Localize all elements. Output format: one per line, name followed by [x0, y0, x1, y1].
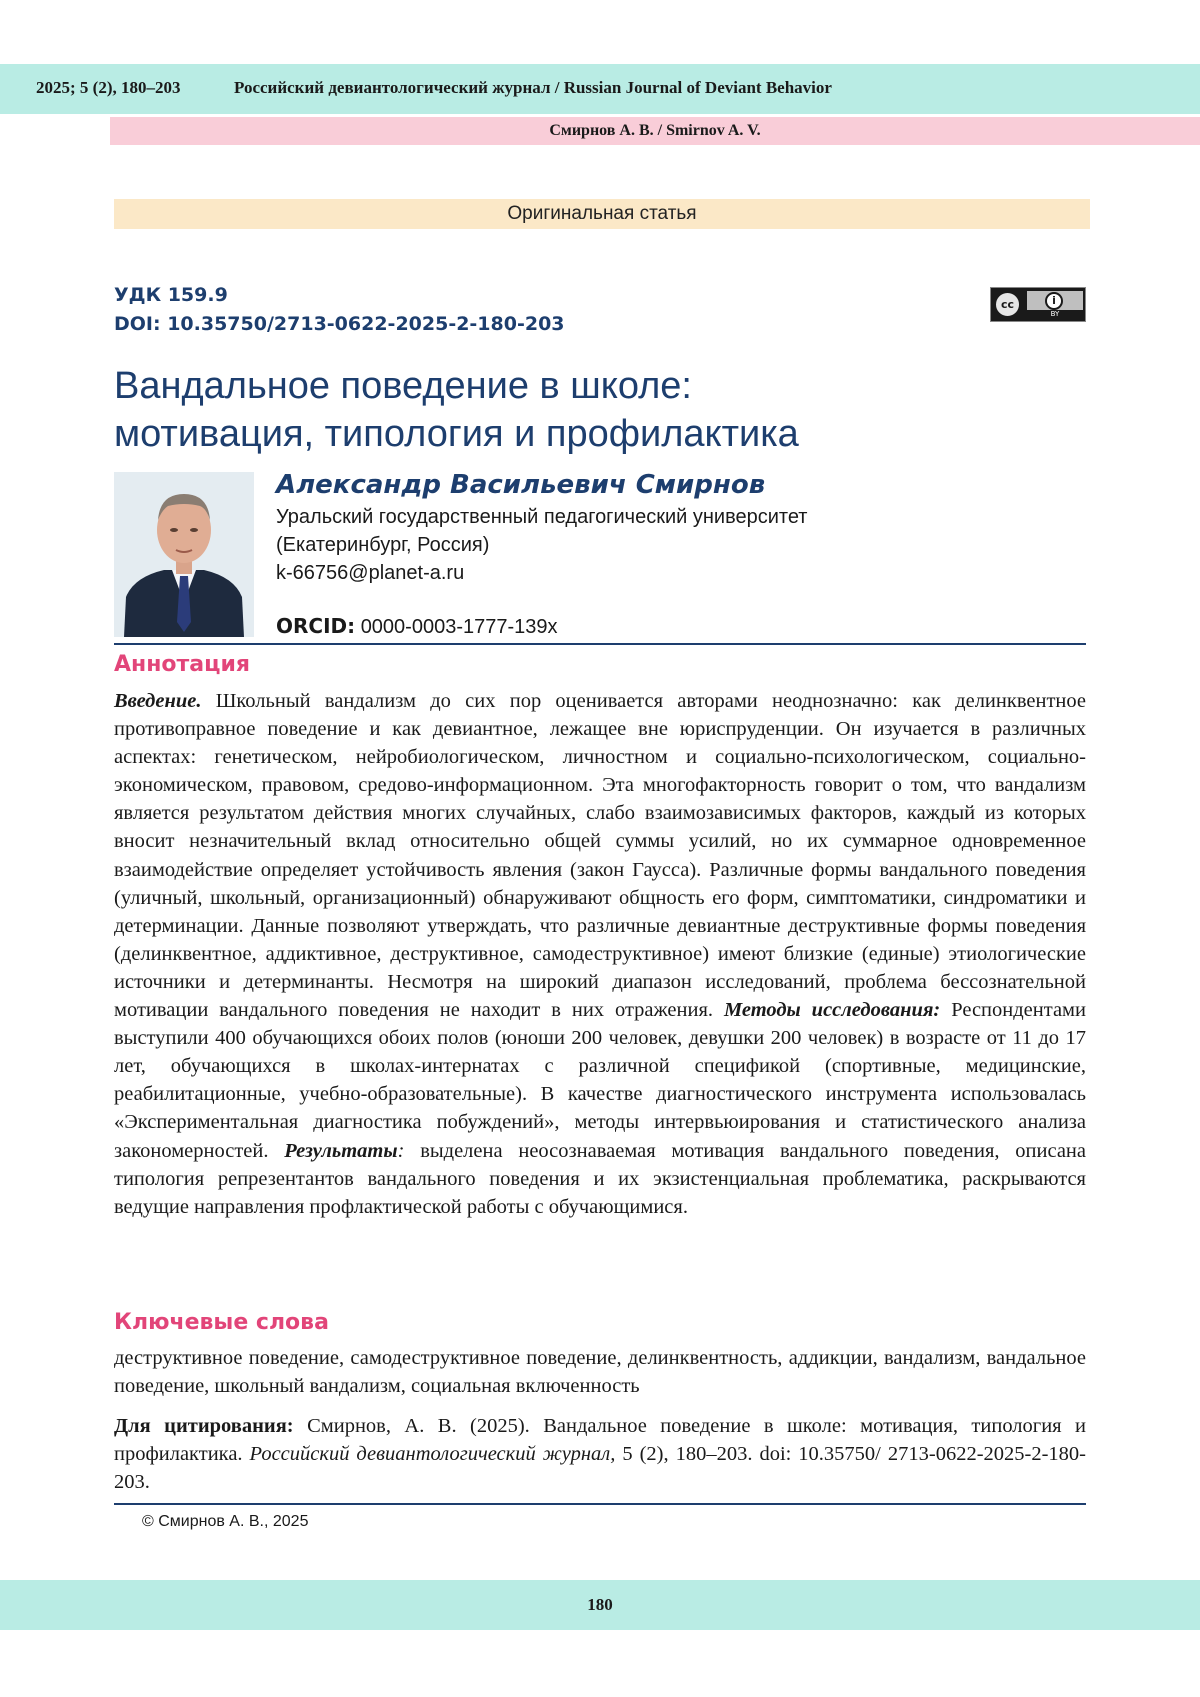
article-title — [114, 362, 1064, 458]
abstract-heading: Аннотация — [114, 652, 250, 677]
citation-journal: Российский девиантологический журнал, — [249, 1443, 616, 1466]
title-line-2: мотивация, типология и профилактика — [114, 413, 799, 455]
divider-footer — [114, 1503, 1086, 1505]
results-text: выделена неосознаваемая мотивация вандального поведения, описана типология репрезентантов вандального поведения и их экзистенциальная проблематика, раскрываются ведущие направления профлактической работы с обучающимися. — [114, 1139, 1087, 1218]
keywords-list: деструктивное поведение, самодеструктивное поведение, делинквентность, аддикции, вандализм, вандальное поведение, школьный вандализм, социальная включенность — [114, 1347, 1086, 1398]
orcid-value[interactable]: 0000-0003-1777-139x — [360, 616, 558, 638]
keywords-heading: Ключевые слова — [114, 1310, 329, 1335]
udc-code: УДК 159.9 — [114, 284, 228, 306]
running-authors: Смирнов А. В. / Smirnov A. V. — [110, 117, 1200, 145]
cc-icon: cc — [994, 291, 1021, 318]
citation — [114, 1412, 1086, 1496]
citation-details: 5 (2), 180–203. doi: 10.35750/ 2713-0622-2025-2-180-203. — [114, 1443, 1086, 1494]
by-icon — [1027, 291, 1083, 318]
journal-title: Российский девиантологический журнал / Russian Journal of Deviant Behavior — [234, 78, 832, 97]
results-colon: : — [397, 1139, 405, 1162]
cc-by-license-icon[interactable] — [990, 287, 1086, 322]
author-portrait-image — [114, 472, 254, 637]
author-name: Александр Васильевич Смирнов — [276, 470, 766, 500]
citation-label: Для цитирования: — [114, 1415, 294, 1437]
issue-info: 2025; 5 (2), 180–203 — [36, 78, 181, 97]
methods-text: Респондентами выступили 400 обучающихся обоих полов (юноши 200 человек, девушки 200 человек) в возрасте от 11 до 17 лет, обучающихся в школах-интернатах с различной спецификой (спортивные, медицинские, реабилитационные, учебно-образовательные). В качестве диагностического инструмента использовалась «Экспериментальная диагностика побуждений», методы интервьюирования и статистического анализа закономерностей. — [114, 999, 1086, 1162]
identifiers — [114, 281, 565, 339]
by-label: BY — [1027, 310, 1083, 318]
intro-label: Введение. — [114, 690, 202, 712]
results-label: Результаты — [284, 1139, 398, 1162]
affiliation-university: Уральский государственный педагогический университет — [276, 506, 808, 528]
affiliation-location: (Екатеринбург, Россия) — [276, 534, 490, 556]
abstract-body — [114, 687, 1086, 1221]
article-type-badge: Оригинальная статья — [114, 199, 1090, 229]
doi-link[interactable]: DOI: 10.35750/2713-0622-2025-2-180-203 — [114, 313, 565, 335]
copyright: © Смирнов А. В., 2025 — [142, 1513, 309, 1530]
methods-label: Методы исследования: — [723, 999, 941, 1022]
author-email[interactable]: k-66756@planet-a.ru — [276, 562, 465, 584]
attribution-person-icon: i — [1045, 292, 1063, 310]
title-line-1: Вандальное поведение в школе: — [114, 365, 692, 407]
intro-text: Школьный вандализм до сих пор оценивается авторами неоднозначно: как делинквентное противоправное поведение и как девиантное, лежащее вне юриспруденции. Он изучается в различных аспектах: генетическом, нейробиологическом, личностном и социально-психологическом, социально-экономическом, правовом, средово-информационном. Эта многофакторность говорит о том, что вандализм является результатом действия многих случайных, слабо взаимозависимых факторов, каждый из которых вносит незначительный вклад относительно общей суммы усилий, но их суммарное одновременное взаимодействие определяет устойчивость явления (закон Гаусса). Различные формы вандального поведения (уличный, школьный, организационный) обнаруживают общность его форм, симптоматики, синдроматики и детерминации. Данные позволяют утверждать, что различные девиантные деструктивные формы поведения (делинквентное, аддиктивное, деструктивное, самодеструктивное) имеют близкие (единые) этиологические источники и детерминанты. Несмотря на широкий диапазон исследований, проблема бессознательной мотивации вандального поведения не находит в них отражения. — [114, 690, 1086, 1022]
journal-header-band — [0, 64, 1200, 114]
author-affiliation — [276, 503, 807, 587]
orcid — [276, 614, 558, 639]
orcid-label: ORCID: — [276, 614, 356, 638]
author-photo — [114, 472, 254, 637]
citation-text: Смирнов, А. В. (2025). Вандальное поведение в школе: мотивация, типология и профилактика. — [114, 1415, 1087, 1466]
page-number: 180 — [0, 1580, 1200, 1630]
divider-author — [114, 643, 1086, 645]
